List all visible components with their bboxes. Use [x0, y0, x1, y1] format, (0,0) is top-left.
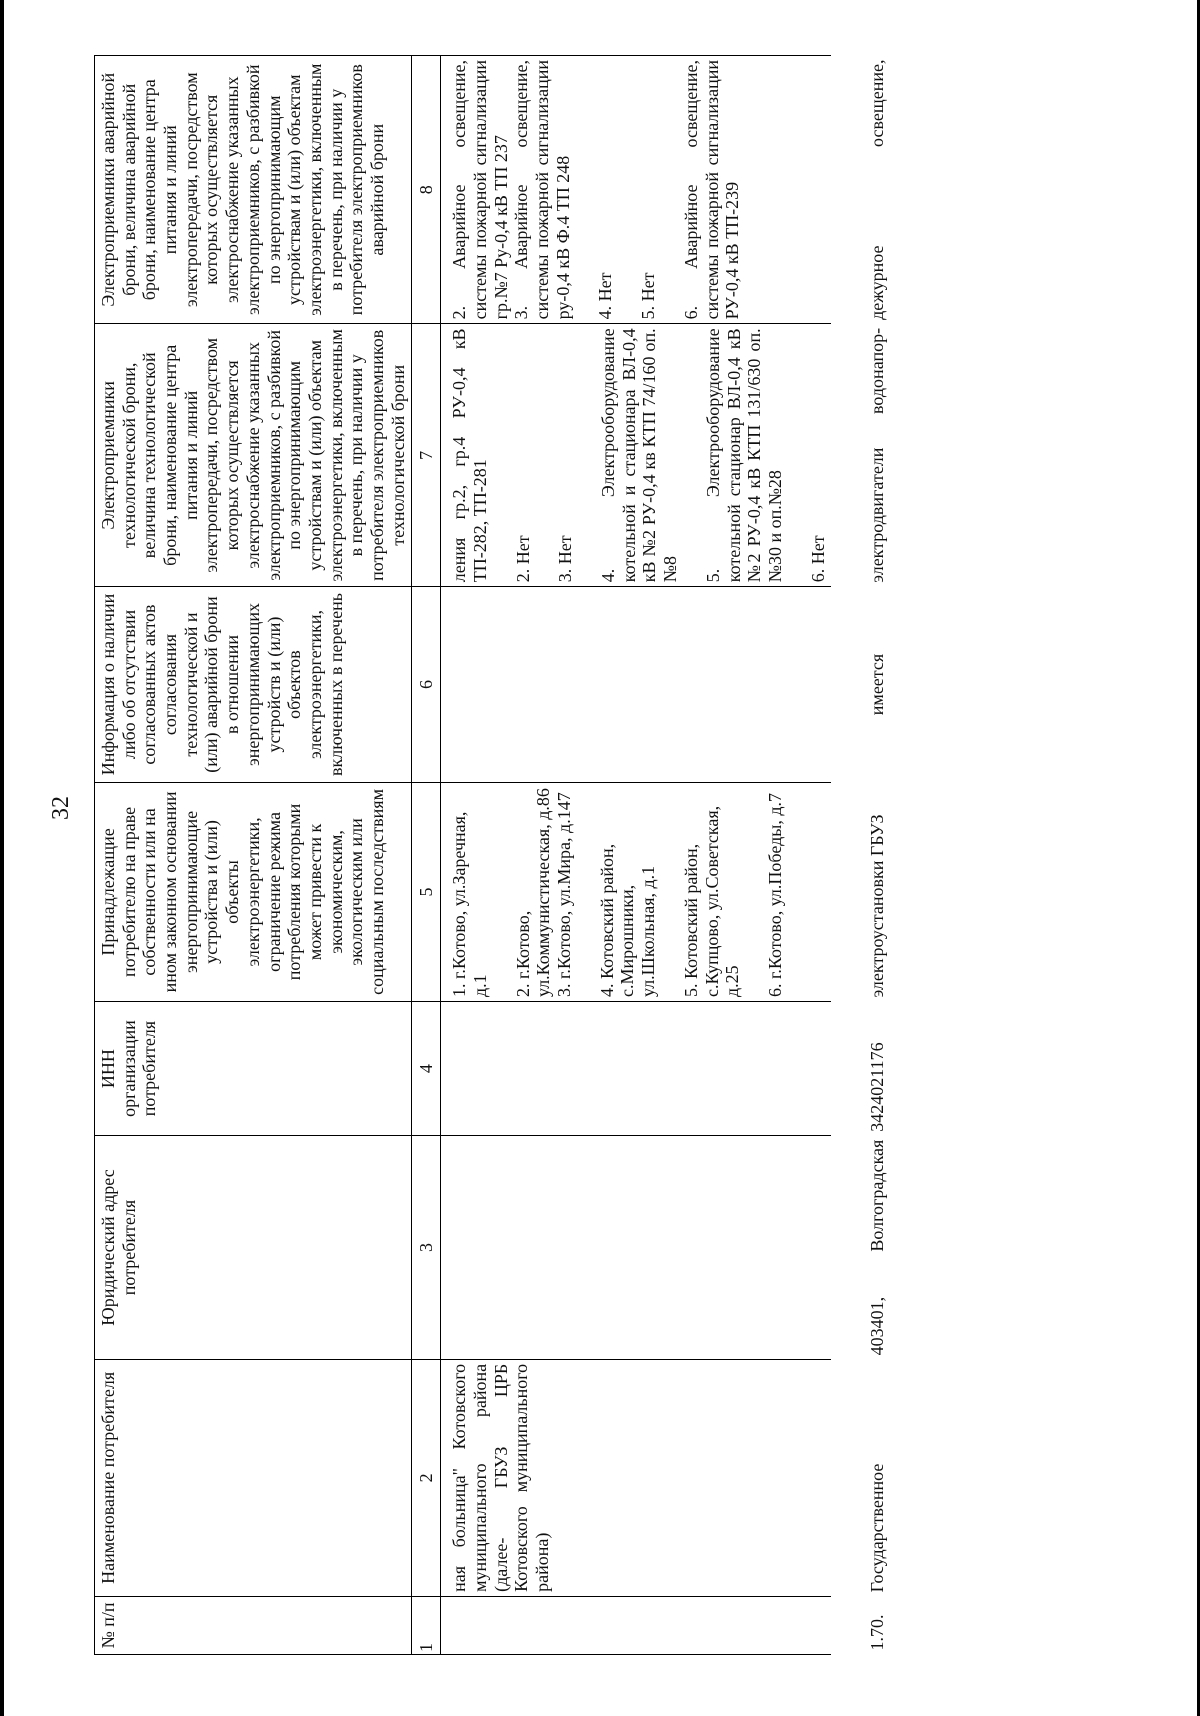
header-row [95, 56, 412, 1655]
header-tech-reserve: Электроприемники технологической брони, величина технологической брони, наименование центра питания и линий электропередачи, посредством которых осуществляется электроснабжение указанных электроприемников, с разбивкой по энергопринимающим устройствам и (или) объектам электроэнергетики, включенным в перечень, при наличии у потребителя электроприемников технологической брони [95, 324, 412, 587]
column-number: 2 [412, 1359, 441, 1596]
table-row-next [831, 56, 891, 1655]
header-inn: ИНН организации потребителя [95, 1002, 412, 1136]
rotated-table-container [94, 55, 1134, 1655]
emergency-reserve-item: 3. Аварийное освещение, системы пожарной сигнализации ру-0,4 кВ Ф.4 ТП 248 [511, 60, 573, 320]
address-part: Волгоградская [867, 1139, 888, 1252]
cell-inn: 3424021176 [867, 1042, 888, 1132]
cell-legal-address [831, 1136, 891, 1360]
tech-reserve-part: электродвигатели [867, 447, 888, 583]
device-item: 4. Котовский район, с.Мирошники, ул.Школьная, д.1 [596, 843, 659, 998]
emergency-reserve-part: освещение, [867, 59, 888, 147]
header-consumer-name: Наименование потребителя [95, 1359, 412, 1596]
tech-reserve-item: 4. Электрооборудование котельной и стационара ВЛ-0,4 кВ №2 РУ-0,4 кв КТП 74/160 оп.№8 [598, 328, 681, 583]
scan-edge-left [0, 0, 4, 1716]
header-emergency-reserve: Электроприемники аварийной брони, величина аварийной брони, наименование центра питания и линий электропередачи, посредством которых осуществляется электроснабжение указанных электроприемников, с разбивкой по энергопринимающим устройствам и (или) объектам электроэнергетики, включенным в перечень, при наличии у потребителя электроприемников аварийной брони [95, 56, 412, 324]
header-legal-address: Юридический адрес потребителя [95, 1136, 412, 1360]
cell-tech-reserve [831, 324, 891, 587]
column-number: 5 [412, 782, 441, 1001]
address-part: 403401, [867, 1296, 888, 1356]
table-row-continued [441, 56, 831, 1655]
cell-emergency-reserve [441, 56, 831, 324]
header-number: № п/п [95, 1596, 412, 1654]
cell-number: 1.70. [867, 1614, 888, 1651]
device-item: 2. г.Котово, ул.Коммунистическая, д.86 [512, 788, 554, 998]
emergency-reserve-item: 5. Нет [638, 272, 659, 320]
cell-inn [441, 1002, 831, 1136]
cell-devices [441, 782, 831, 1001]
cell-tech-reserve [441, 324, 831, 587]
tech-reserve-item: ления гр.2, гр.4 РУ-0,4 кВ ТП-282, ТП-281 [449, 328, 490, 583]
device-item: 3. г.Котово, ул.Мира, д.147 [554, 792, 575, 998]
cell-consumer-name: ная больница" Котовского муниципального района (далее- ГБУЗ ЦРБ Котовского муниципального района) [441, 1359, 831, 1596]
device-item: 5. Котовский район, с.Купцово, ул.Советская, д.25 [680, 805, 743, 998]
tech-reserve-part: водонапор- [867, 327, 888, 414]
cell-emergency-reserve [831, 56, 891, 324]
column-number: 6 [412, 587, 441, 783]
column-number: 1 [412, 1596, 441, 1654]
column-number: 8 [412, 56, 441, 324]
column-number: 3 [412, 1136, 441, 1360]
tech-reserve-item: 2. Нет [512, 535, 533, 583]
tech-reserve-item: 3. Нет [555, 535, 576, 583]
consumers-table [94, 55, 891, 1655]
cell-legal-address [441, 1136, 831, 1360]
page-number: 32 [48, 796, 74, 820]
device-item: 1. г.Котово, ул.Заречная, д.1 [449, 811, 490, 998]
emergency-reserve-part: дежурное [867, 245, 888, 320]
header-devices: Принадлежащие потребителю на праве собственности или на ином законном основании энергопринимающие устройства и (или) объекты электроэнергетики, ограничение режима потребления которыми может привести к экономическим, экологическим или социальным последствиям [95, 782, 412, 1001]
column-number: 7 [412, 324, 441, 587]
cell-consumer-name: Государственное [867, 1463, 888, 1593]
cell-devices: электроустановки ГБУЗ [867, 814, 888, 998]
cell-number [441, 1596, 831, 1654]
tech-reserve-item: 5. Электрооборудование котельной стационар ВЛ-0,4 кВ №2 РУ-0,4 кВ КТП 131/630 оп.№30 и оп.№28 [702, 328, 785, 583]
cell-reserve-acts: имеется [867, 653, 888, 716]
column-number: 4 [412, 1002, 441, 1136]
emergency-reserve-item: 4. Нет [595, 272, 616, 320]
tech-reserve-item: 6. Нет [807, 535, 828, 583]
cell-reserve-acts [441, 587, 831, 783]
header-reserve-acts: Информация о наличии либо об отсутствии согласованных актов согласования технологической и (или) аварийной брони в отношении энергопринимающих устройств и (или) объектов электроэнергетики, включенных в перечень [95, 587, 412, 783]
emergency-reserve-item: 2. Аварийное освещение, системы пожарной сигнализации гр.№7 Ру-0,4 кВ ТП 237 [449, 60, 511, 320]
emergency-reserve-item: 6. Аварийное освещение, системы пожарной сигнализации РУ-0,4 кВ ТП-239 [680, 60, 743, 320]
column-number-row [412, 56, 441, 1655]
device-item: 6. г.Котово, ул.Победы, д.7 [764, 793, 785, 998]
